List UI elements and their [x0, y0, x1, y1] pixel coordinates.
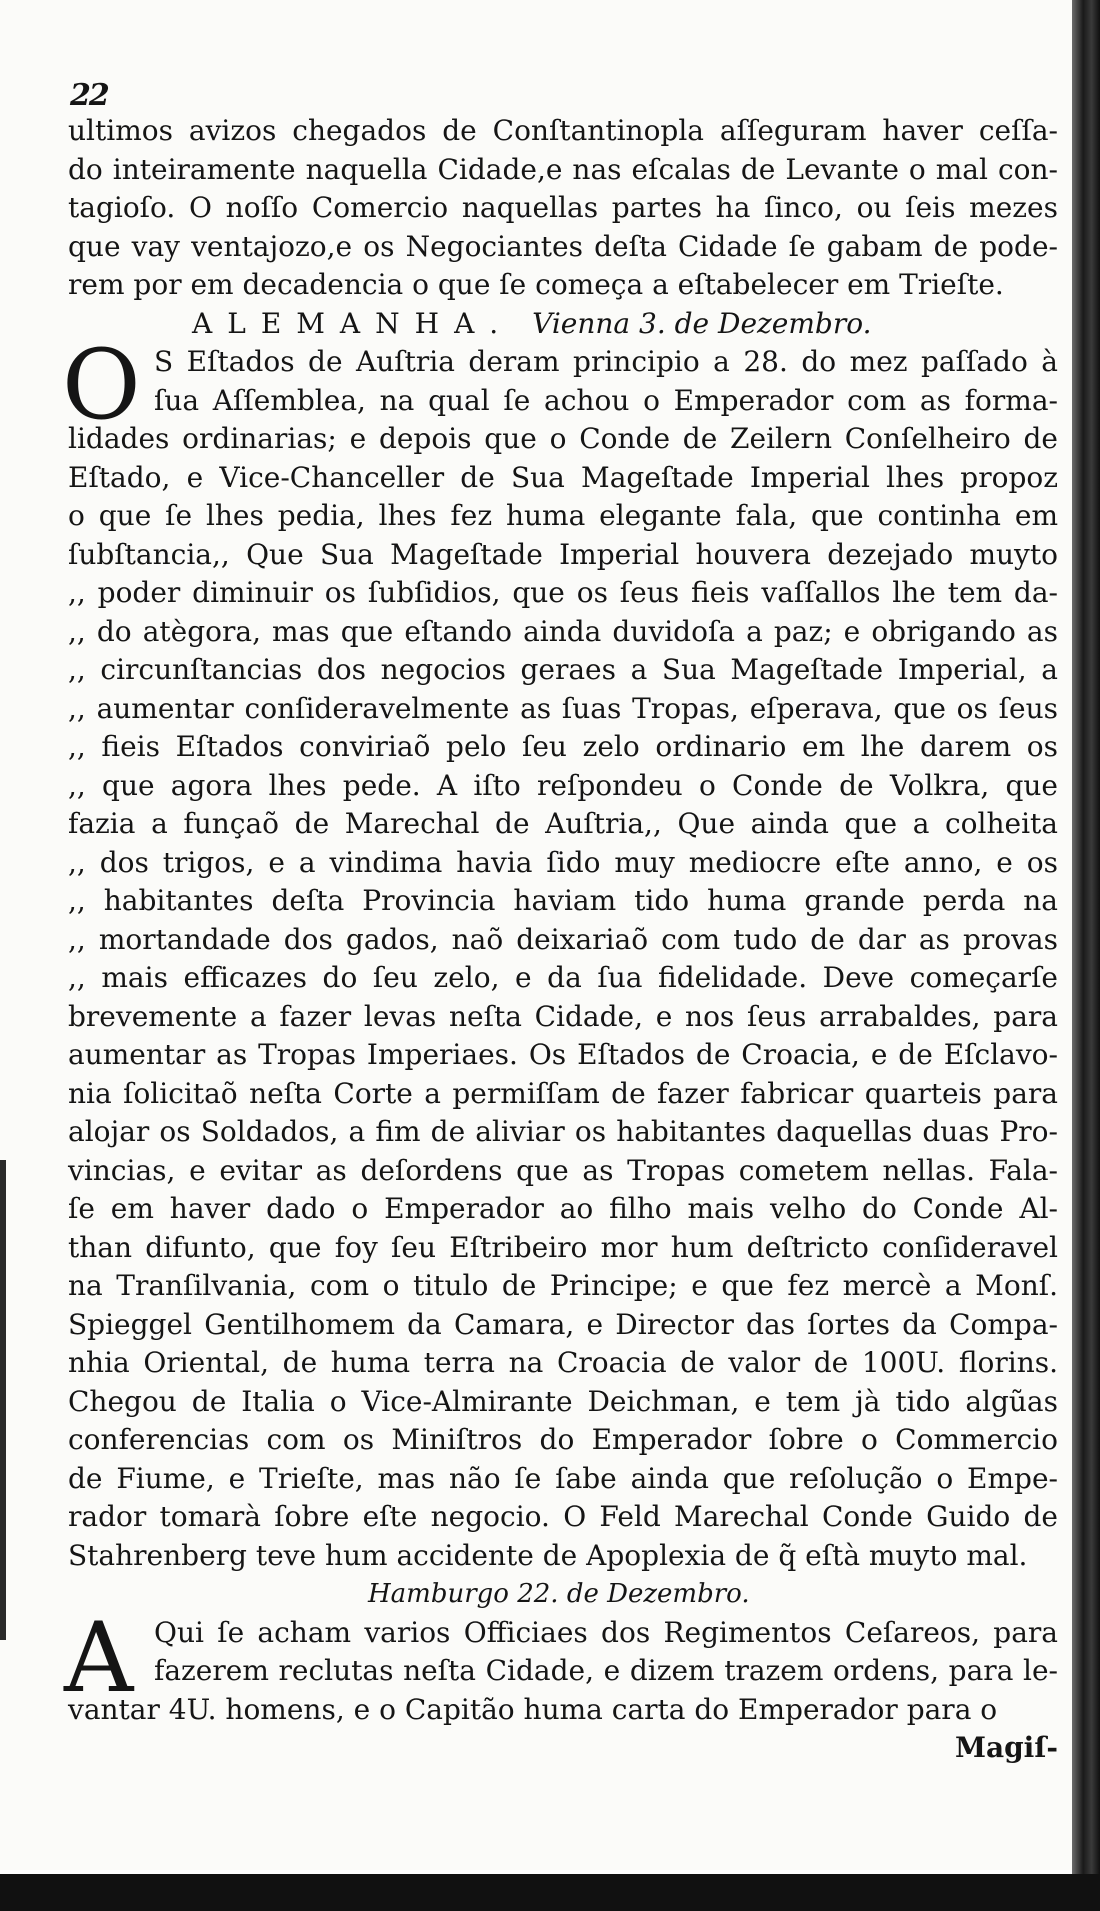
text-line: ,, aumentar conſideravelmente as ſuas Tropas, eſperava, que os ſeus: [68, 691, 1058, 725]
text-line: de Fiume, e Trieſte, mas não ſe ſabe ainda que reſolução o Empe-: [68, 1461, 1058, 1495]
text-line: ,, circunſtancias dos negocios geraes a Sua Mageſtade Imperial, a: [68, 653, 1058, 686]
text-line: ultimos avizos chegados de Conſtantinopla aſſeguram haver ceſſa-: [68, 114, 1058, 147]
drop-cap-a: A: [64, 1601, 134, 1714]
text-line: Chegou de Italia o Vice-Almirante Deichman, e tem jà tido algũas: [68, 1384, 1058, 1418]
text-line: que vay ventajozo,e os Negociantes deſta Cidade ſe gabam de pode-: [68, 229, 1058, 263]
text-line: o que ſe lhes pedia, lhes fez huma elegante fala, que continha em: [68, 499, 1058, 532]
text-line: alojar os Soldados, a fim de aliviar os habitantes daquellas duas Pro-: [68, 1115, 1058, 1148]
text-line: ,, que agora lhes pede. A iſto reſpondeu o Conde de Volkra, que: [68, 768, 1058, 802]
page-number: 22: [70, 78, 108, 113]
text-line: ſe em haver dado o Emperador ao filho mais velho do Conde Al-: [68, 1192, 1058, 1225]
text-line: Qui ſe acham varios Officiaes dos Regimentos Ceſareos, para: [154, 1615, 1058, 1649]
text-line: fazerem reclutas neſta Cidade, e dizem trazem ordens, para le-: [154, 1654, 1058, 1687]
article-body: [62, 112, 1058, 1768]
text-line: do inteiramente naquella Cidade,e nas eſcalas de Levante o mal con-: [68, 152, 1058, 186]
text-line: ſubſtancia,, Que Sua Mageſtade Imperial houvera dezejado muyto: [68, 537, 1058, 571]
dateline-hamburgo: Hamburgo 22. de Dezembro.: [368, 1579, 750, 1609]
text-line: than difunto, que foy ſeu Eſtribeiro mor hum deſtricto conſideravel: [68, 1230, 1058, 1264]
text-line: Eſtado, e Vice-Chanceller de Sua Mageſtade Imperial lhes propoz: [68, 460, 1058, 494]
text-line: ,, do atègora, mas que eſtando ainda duvidoſa a paz; e obrigando as: [68, 614, 1058, 648]
page-binding-shadow: [0, 1160, 6, 1640]
text-line: tagioſo. O noſſo Comercio naquellas partes ha ſinco, ou ſeis mezes: [68, 191, 1058, 224]
text-line: lidades ordinarias; e depois que o Conde de Zeilern Conſelheiro de: [68, 422, 1058, 455]
heading-country: ALEMANHA.: [192, 306, 514, 340]
text-line: nhia Oriental, de huma terra na Croacia de valor de 100U. florins.: [68, 1346, 1058, 1379]
text-line: ,, dos trigos, e a vindima havia ſido muy mediocre eſte anno, e os: [68, 845, 1058, 879]
section-heading-alemanha: [68, 305, 1058, 344]
catchword: Magiſ-: [954, 1731, 1058, 1764]
paragraph-constantinopla: [68, 112, 1058, 305]
text-line: conferencias com os Miniſtros do Emperador ſobre o Commercio: [68, 1423, 1058, 1456]
paragraph-hamburgo: [68, 1614, 1058, 1730]
text-line: ,, habitantes deſta Provincia haviam tido huma grande perda na: [68, 884, 1058, 917]
text-line: brevemente a fazer levas neſta Cidade, e nos ſeus arrabaldes, para: [68, 999, 1058, 1033]
text-line: rem por em decadencia o que ſe começa a eſtabelecer em Trieſte.: [68, 268, 1004, 301]
text-line: Stahrenberg teve hum accidente de Apoplexia de q̃ eſtà muyto mal.: [68, 1538, 1028, 1572]
scan-border: [0, 1874, 1100, 1911]
text-line: ſua Aſſemblea, na qual ſe achou o Emperador com as forma-: [154, 383, 1058, 417]
paragraph-vienna-wrapper: [62, 329, 1058, 1575]
page-edge-shadow: [1072, 0, 1100, 1874]
text-line: ,, poder diminuir os ſubſidios, que os ſeus fieis vaſſallos lhe tem da-: [68, 576, 1058, 609]
text-line: S Eſtados de Auſtria deram principio a 28. do mez paſſado à: [154, 345, 1058, 378]
paragraph-vienna: [68, 343, 1058, 1575]
text-line: ,, mortandade dos gados, naõ deixariaõ com tudo de dar as provas: [68, 922, 1058, 956]
text-line: vincias, e evitar as deſordens que as Tropas cometem nellas. Fala-: [68, 1153, 1058, 1187]
text-line: fazia a funçaõ de Marechal de Auſtria,, Que ainda que a colheita: [68, 807, 1058, 840]
text-line: ,, mais efficazes do ſeu zelo, e da ſua fidelidade. Deve começarſe: [68, 961, 1058, 994]
text-line: rador tomarà ſobre eſte negocio. O Feld Marechal Conde Guido de: [68, 1500, 1058, 1533]
heading-dateline: Vienna 3. de Dezembro.: [532, 306, 872, 340]
text-line: na Tranſilvania, com o titulo de Principe; e que fez mercè a Monſ.: [68, 1269, 1058, 1302]
text-line: aumentar as Tropas Imperiaes. Os Eſtados de Croacia, e de Eſclavo-: [68, 1038, 1058, 1071]
text-line: vantar 4U. homens, e o Capitão huma carta do Emperador para o: [68, 1692, 998, 1726]
paragraph-hamburgo-wrapper: [64, 1601, 1058, 1730]
drop-cap-o: O: [62, 329, 141, 441]
text-line: nia ſolicitaõ neſta Corte a permiſſam de fazer fabricar quarteis para: [68, 1076, 1058, 1110]
text-line: ,, fieis Eſtados conviriaõ pelo ſeu zelo ordinario em lhe darem os: [68, 730, 1058, 763]
text-line: Spieggel Gentilhomem da Camara, e Director das ſortes da Compa-: [68, 1307, 1058, 1341]
